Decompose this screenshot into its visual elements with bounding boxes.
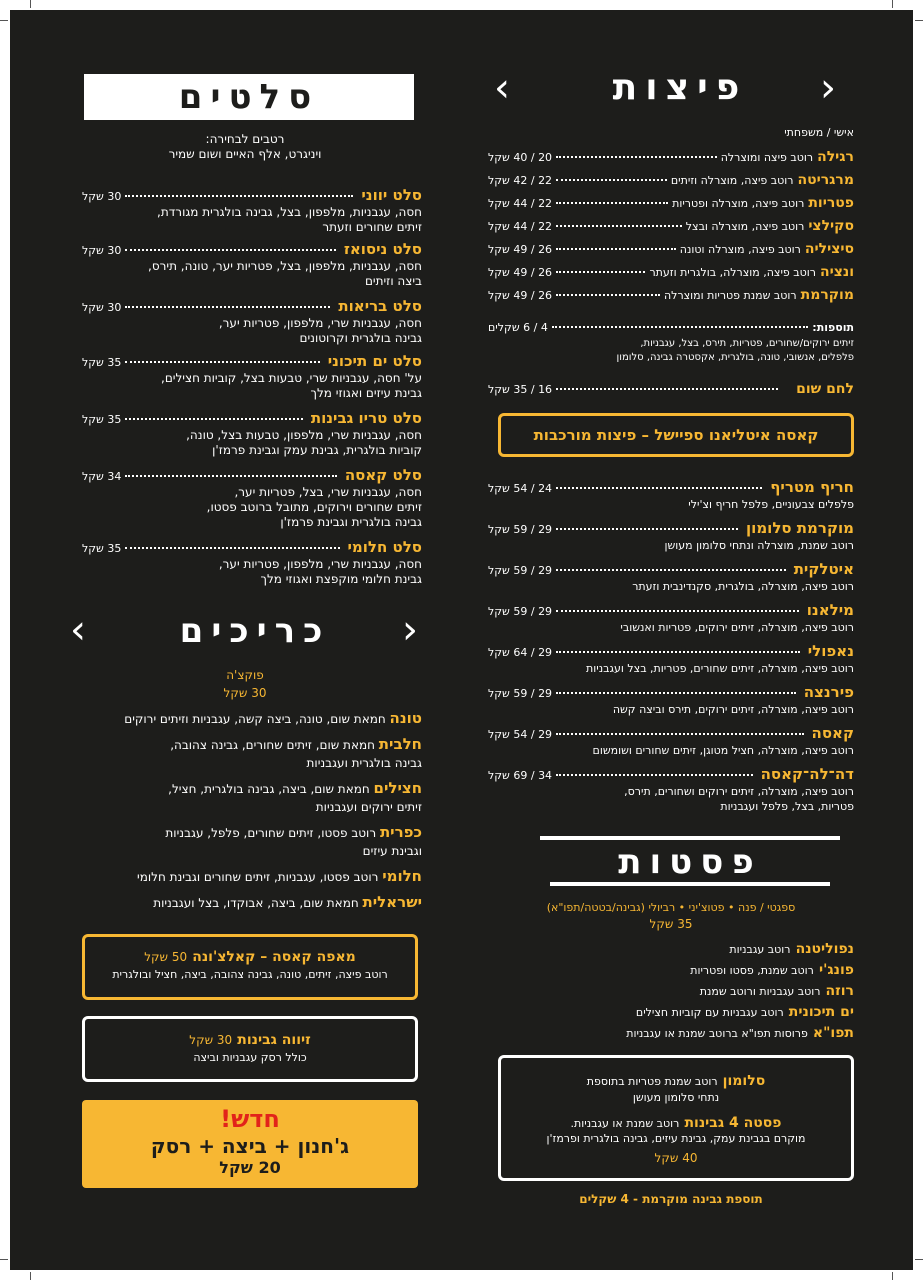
sandwich-bread: פוקצ'ה: [226, 668, 264, 682]
pasta-item: נפוליטנה רוטב עגבניות: [729, 941, 854, 957]
special-item-desc: רוטב פיצה, מוצרלה, זיתים ירוקים, פטריות ואנשובי: [620, 621, 854, 634]
pizza-sizes: אישי / משפחתי: [784, 126, 854, 139]
chevron-left-icon: ‹: [70, 607, 86, 653]
pasta-box-price: 40 שקל: [654, 1151, 698, 1165]
pizza-item: מרגריטה רוטב פיצה, מוצרלה וזיתים 22 / 42 שקל: [488, 172, 854, 188]
special-item-desc: רוטב פיצה, מוצרלה, חציל מטוגן, זיתים שחורים ושומשום: [592, 744, 854, 757]
salmon-pasta-desc: נתחי סלומון מעושן: [632, 1091, 720, 1104]
special-title-box: [498, 413, 854, 457]
pasta-item: ים תיכונית רוטב עגבניות עם קוביות חצילים: [635, 1004, 854, 1020]
pizza-item: מוקרמת רוטב שמנת פטריות ומוצרלה 26 / 49 שקל: [488, 287, 854, 303]
sandwich-item: חצילים חמאת שום, ביצה, גבינה בולגרית, חציל,: [168, 779, 422, 797]
salmon-pasta: סלומון רוטב שמנת פטריות בתוספת: [586, 1073, 766, 1089]
salad-desc: קוביות בולגרית, גבינת עמק וגבינת פרמז'ן: [212, 443, 422, 457]
pizza-item: סקילצי רוטב פיצה, מוצרלה ובצל 22 / 44 שקל: [488, 218, 854, 234]
salad-desc: גבינת חלומי מוקפצת ואגוזי מלך: [260, 572, 422, 586]
pasta-item: תפו"א פרוסות תפו"א ברוטב שמנת או עגבניות: [626, 1025, 854, 1041]
garlic-bread-row: לחם שום 16 / 35 שקל: [488, 381, 854, 397]
calzone-title: מאפה קאסה – קאלצ'ונה 50 שקל: [144, 949, 356, 965]
new-badge: חדש!: [220, 1105, 280, 1133]
pasta-item: פונג'י רוטב שמנת, פסטו ופטריות: [690, 962, 854, 978]
special-item: חריף מטריף 24 / 54 שקל: [488, 478, 854, 496]
special-item-desc: רוטב פיצה, מוצרלה, זיתים ירוקים ושחורים, תירס,: [624, 785, 854, 798]
sandwich-item: חלבית חמאת שום, זיתים שחורים, גבינה צהובה,: [170, 735, 422, 753]
toppings-row: תוספות: 4 / 6 שקלים: [488, 321, 854, 334]
sandwiches-title: כריכים: [179, 611, 331, 651]
special-item: דה־לה־קאסה 34 / 69 שקל: [488, 765, 854, 783]
special-item-desc: רוטב שמנת, מוצרלה ונתחי סלומון מעושן: [664, 539, 854, 552]
special-title: קאסה איטליאנו ספיישל – פיצות מורכבות: [533, 426, 819, 444]
cheese-plate-box: [82, 1016, 418, 1082]
salad-desc: ביצה וזיתים: [364, 274, 422, 288]
salad-desc: חסה, עגבניות שרי, מלפפון, פטריות יער,: [218, 316, 422, 330]
toppings-list: זיתים ירוקים/שחורים, פטריות, תירס, בצל, עגבניות,: [640, 338, 854, 349]
special-item-desc: רוטב פיצה, מוצרלה, בולגרית, סקנדינבית וזעתר: [632, 580, 854, 593]
salad-desc: על' חסה, עגבניות שרי, טבעות בצל, קוביות חצילים,: [161, 371, 422, 385]
cheese-plate-desc: כולל רסק עגבניות וביצה: [193, 1051, 307, 1064]
pastas-title: פסטות: [618, 842, 762, 882]
new-item-box: [82, 1100, 418, 1188]
pizza-item: ונציה רוטב פיצה, מוצרלה, בולגרית וזעתר 26 / 49 שקל: [488, 264, 854, 280]
chevron-right-icon: ›: [402, 607, 418, 653]
salad-desc: חסה, עגבניות, מלפפון, בצל, פטריות יער, טונה, תירס,: [148, 259, 422, 273]
chevron-left-icon: ‹: [494, 65, 510, 111]
calzone-box: [82, 934, 418, 1000]
dressing-options: ויניגרט, אלף האיים ושום שמיר: [168, 147, 322, 161]
four-cheese-pasta: פסטה 4 גבינות רוטב שמנת או עגבניות.: [570, 1115, 782, 1131]
toppings-list: פלפלים, אנשובי, טונה, בולגרית, אקסטרה גבינה, סלומון: [616, 352, 854, 363]
special-item: מילאנו 29 / 59 שקל: [488, 601, 854, 619]
salad-desc: חסה, עגבניות שרי, בצל, פטריות יער,: [234, 485, 422, 499]
sandwich-desc: זיתים ירוקים ועגבניות: [315, 800, 422, 814]
salad-item: סלט יווני 30 שקל: [82, 186, 422, 204]
pasta-item: רוזה רוטב עגבניות ורוטב שמנת: [699, 983, 854, 999]
salad-item: סלט חלומי 35 שקל: [82, 538, 422, 556]
special-item-desc: פלפלים צבעוניים, פלפל חריף וצ'ילי: [688, 498, 854, 511]
sandwich-item: חלומי רוטב פסטו, עגבניות, זיתים שחורים וגבינת חלומי: [137, 867, 422, 885]
chevron-right-icon: ›: [820, 65, 836, 111]
sandwich-item: כפרית רוטב פסטו, זיתים שחורים, פלפל, עגבניות: [165, 823, 422, 841]
pizza-item: סיציליה רוטב פיצה, מוצרלה וטונה 26 / 49 שקל: [488, 241, 854, 257]
salad-desc: גבינת עיזים ואגוזי מלך: [310, 386, 422, 400]
divider: [550, 882, 830, 886]
salad-desc: זיתים שחורים וזעתר: [322, 220, 422, 234]
divider: [540, 836, 840, 840]
pizza-item: רגילה רוטב פיצה ומוצרלה 20 / 40 שקל: [488, 149, 854, 165]
pasta-special-box: [498, 1055, 854, 1181]
new-item-name: ג'חנון + ביצה + רסק: [150, 1134, 350, 1158]
special-item: מוקרמת סלומון 29 / 59 שקל: [488, 519, 854, 537]
four-cheese-desc: מוקרם בגבינת עמק, גבינת עיזים, גבינה בולגרית ופרמז'ן: [546, 1132, 806, 1145]
pizza-item: פטריות רוטב פיצה, מוצרלה ופטריות 22 / 44 שקל: [488, 195, 854, 211]
salad-desc: חסה, עגבניות שרי, מלפפון, פטריות יער,: [218, 557, 422, 571]
salad-desc: גבינה בולגרית וגבינת פרמז'ן: [280, 515, 422, 529]
sandwich-item: ישראלית חמאת שום, ביצה, אבוקדו, בצל ועגבניות: [153, 893, 422, 911]
special-item: פירנצה 29 / 59 שקל: [488, 683, 854, 701]
pasta-types: ספגטי / פנה • פטוצ'יני • רביולי (גבינה/בטטה/תפו"א): [546, 901, 796, 914]
special-item: איטלקית 29 / 59 שקל: [488, 560, 854, 578]
special-item-desc: פטריות, בצל, פלפל ועגבניות: [720, 800, 854, 813]
menu-page: [10, 10, 913, 1270]
salad-desc: חסה, עגבניות, מלפפון, בצל, גבינה בולגרית מגורדת,: [157, 205, 422, 219]
pasta-price: 35 שקל: [649, 917, 693, 931]
dressing-label: רטבים לבחירה:: [205, 132, 285, 146]
special-item-desc: רוטב פיצה, מוצרלה, זיתים ירוקים, תירס וביצה קשה: [612, 703, 854, 716]
sandwich-desc: וגבינת עיזים: [362, 844, 422, 858]
cheese-plate-title: זיווה גבינות 30 שקל: [189, 1032, 311, 1048]
sandwich-price: 30 שקל: [223, 686, 267, 700]
sandwich-desc: גבינה בולגרית ועגבניות: [306, 756, 422, 770]
salad-item: סלט טריו גבינות 35 שקל: [82, 409, 422, 427]
salad-desc: גבינה בולגרית וקרוטונים: [299, 331, 422, 345]
salad-desc: חסה, עגבניות שרי, מלפפון, טבעות בצל, טונה,: [186, 428, 422, 442]
special-item-desc: רוטב פיצה, מוצרלה, זיתים שחורים, פטריות, בצל ועגבניות: [586, 662, 854, 675]
salad-item: סלט ניסואז 30 שקל: [82, 240, 422, 258]
salad-item: סלט ים תיכוני 35 שקל: [82, 352, 422, 370]
salads-title: סלטים: [84, 74, 414, 120]
calzone-desc: רוטב פיצה, זיתים, טונה, גבינה צהובה, ביצה, חציל ובולגרית: [112, 968, 388, 981]
salad-item: סלט בריאות 30 שקל: [82, 297, 422, 315]
cheese-addon-note: תוספת גבינה מוקרמת - 4 שקלים: [579, 1192, 763, 1206]
sandwich-item: טונה חמאת שום, טונה, ביצה קשה, עגבניות וזיתים ירוקים: [124, 709, 422, 727]
salad-item: סלט קאסה 34 שקל: [82, 466, 422, 484]
special-item: קאסה 29 / 54 שקל: [488, 724, 854, 742]
new-item-price: 20 שקל: [219, 1158, 281, 1177]
salad-desc: זיתים שחורים וירוקים, מתובל ברוטב פסטו,: [206, 500, 422, 514]
pizzas-title: פיצות: [612, 67, 748, 108]
special-item: נאפולי 29 / 64 שקל: [488, 642, 854, 660]
